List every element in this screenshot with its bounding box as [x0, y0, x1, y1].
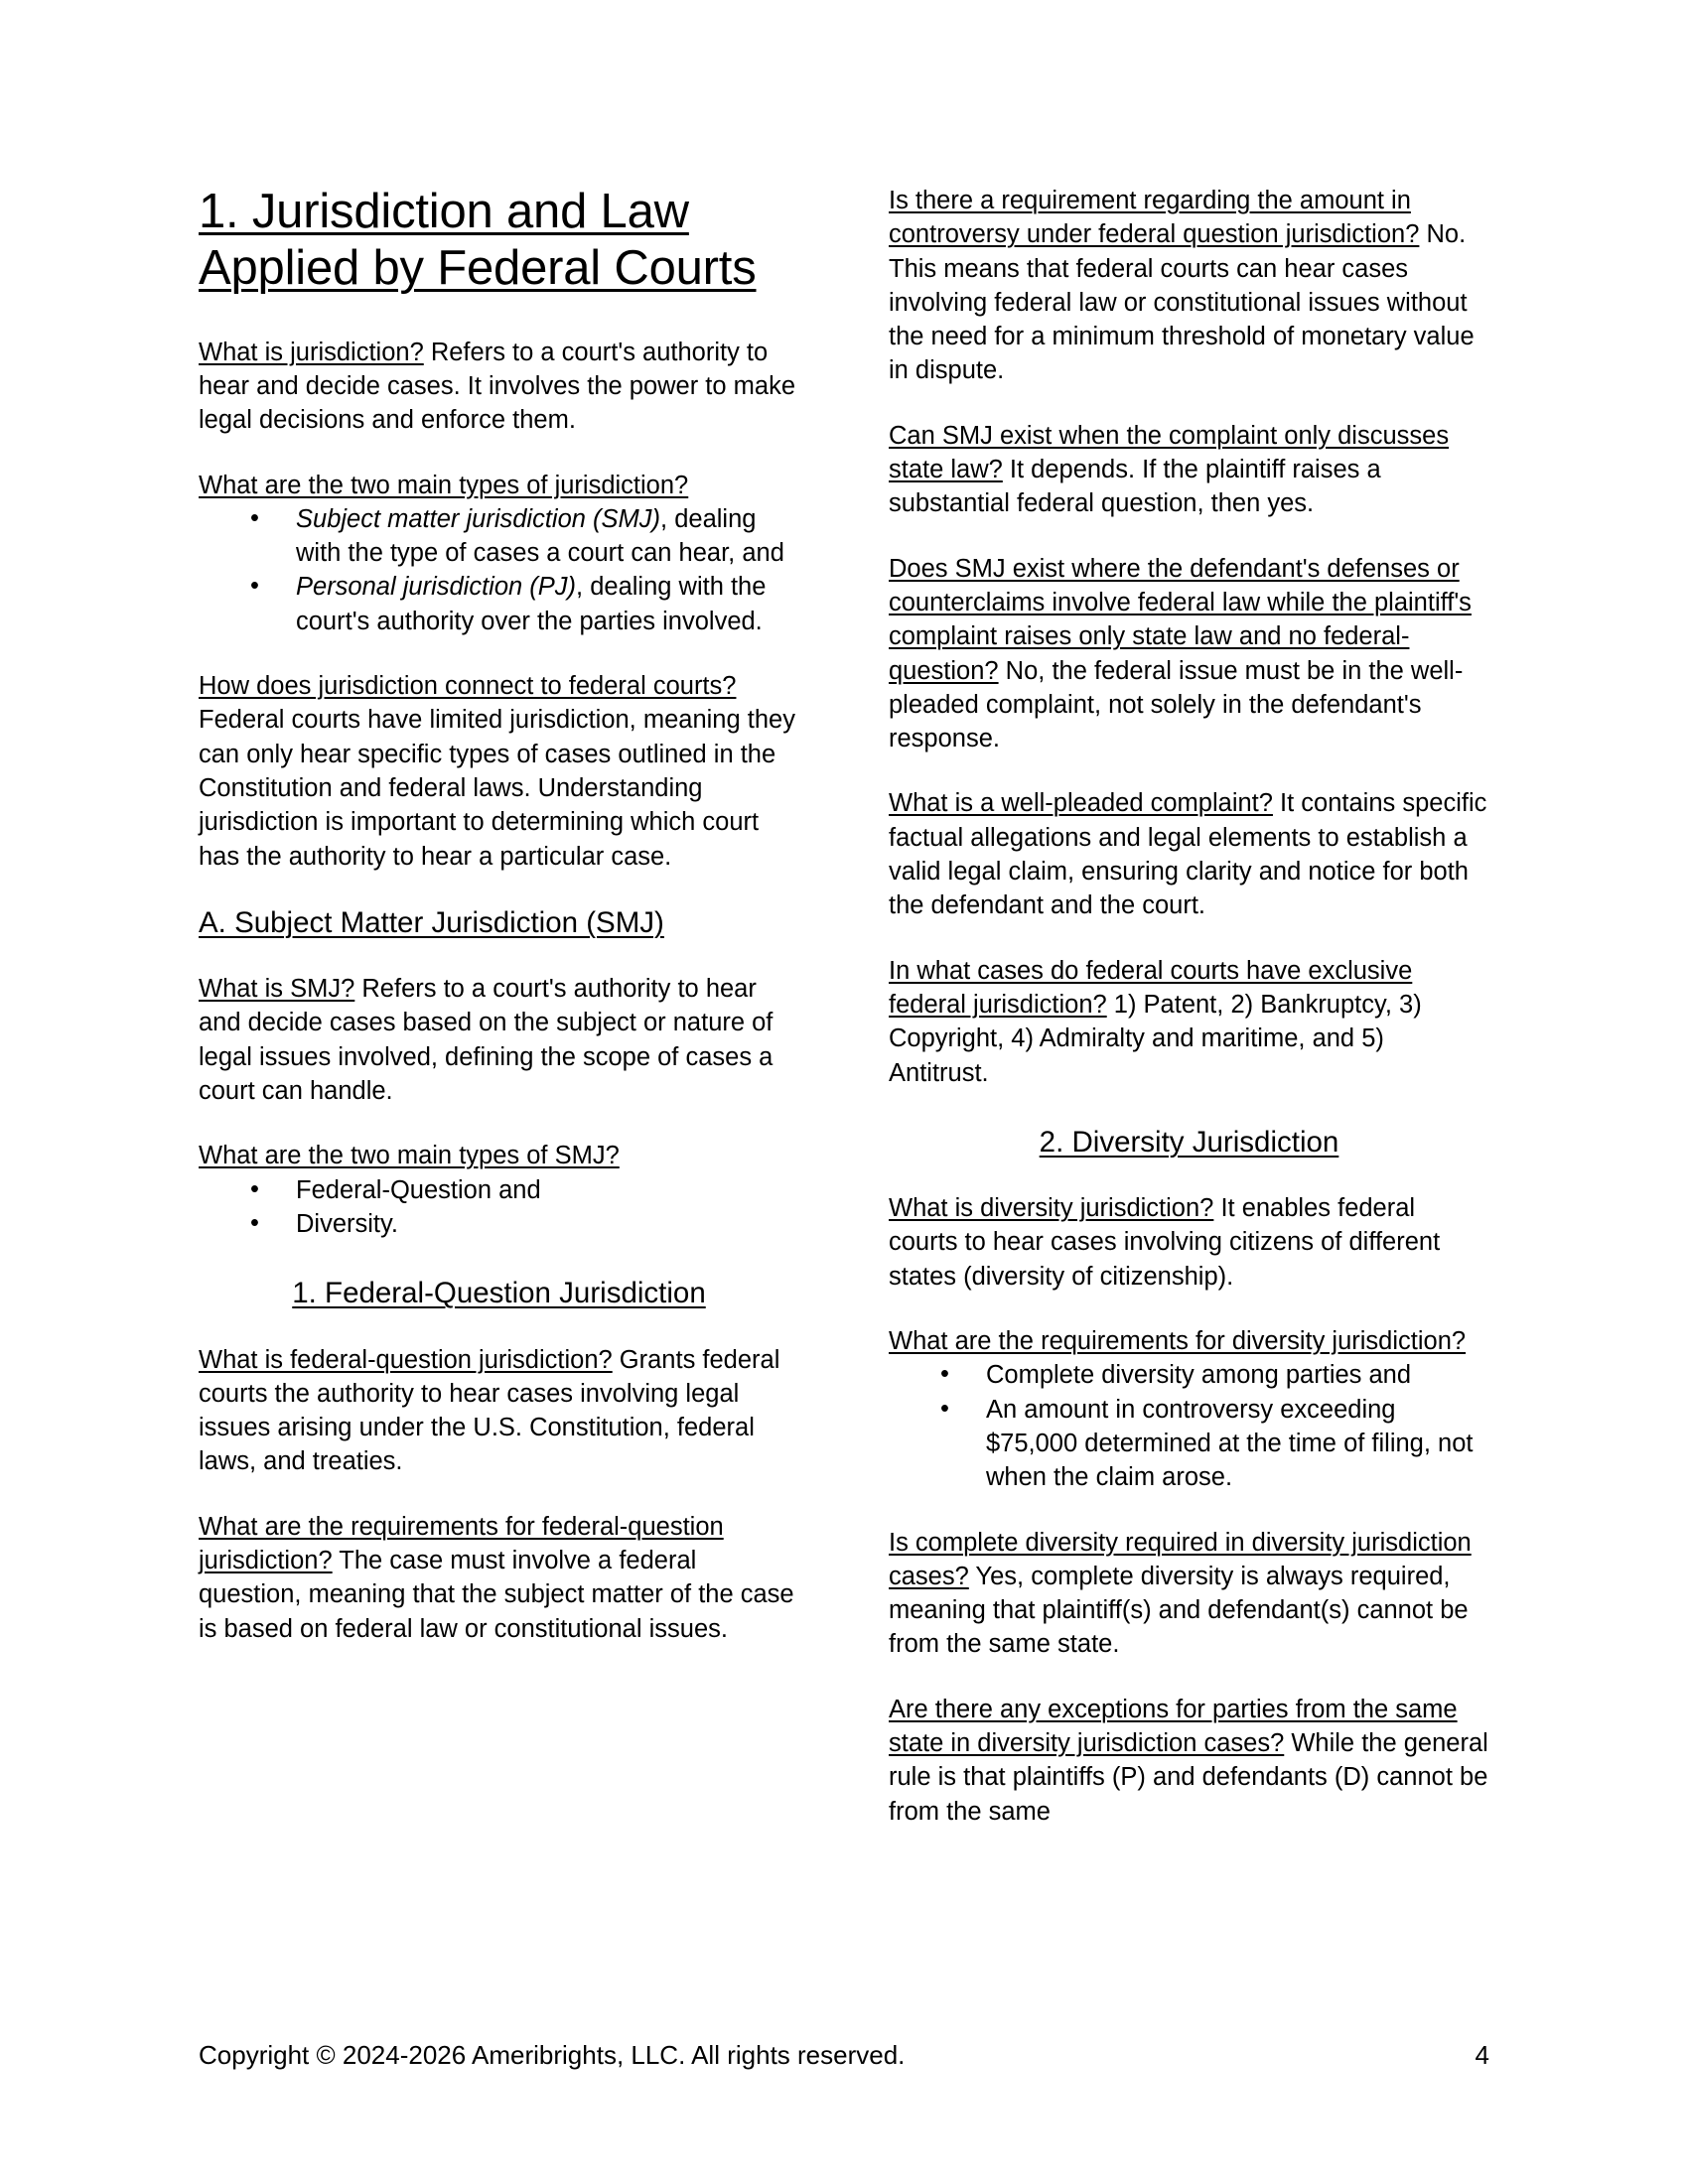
list-item-text: Diversity. — [296, 1209, 398, 1238]
qa-question: In what cases do federal courts have exclusive federal jurisdiction? — [889, 956, 1413, 1019]
list-item-text: An amount in controversy exceeding $75,000 determined at the time of filing, not when the claim arose. — [986, 1395, 1474, 1492]
list-item-text: Federal-Question and — [296, 1175, 541, 1204]
bullet-list — [199, 502, 799, 638]
qa-paragraph — [199, 469, 799, 502]
qa-answer: While the general rule is that plaintiffs (P) and defendants (D) cannot be from the same — [889, 1729, 1488, 1826]
list-item — [296, 1173, 799, 1207]
qa-paragraph — [199, 1510, 799, 1646]
qa-paragraph — [889, 954, 1489, 1090]
qa-answer: Yes, complete diversity is always required, meaning that plaintiff(s) and defendant(s) cannot be from the same state. — [889, 1562, 1469, 1659]
qa-paragraph — [199, 1139, 799, 1172]
qa-answer: Refers to a court's authority to hear and decide cases based on the subject or nature of legal issues involved, defining the scope of cases a court can handle. — [199, 975, 774, 1106]
qa-question: What is jurisdiction? — [199, 338, 424, 366]
qa-question: Is there a requirement regarding the amount in controversy under federal question jurisdiction? — [889, 187, 1420, 249]
page-title — [199, 184, 799, 298]
list-item-text: Complete diversity among parties and — [986, 1361, 1412, 1390]
two-column-body — [199, 184, 1489, 1961]
qa-question: What is diversity jurisdiction? — [889, 1194, 1214, 1223]
subsection-heading — [199, 1275, 799, 1312]
list-item — [986, 1358, 1489, 1392]
left-column — [199, 184, 799, 1961]
copyright-notice: Copyright © 2024-2026 Ameribrights, LLC. All rights reserved. — [199, 2040, 906, 2070]
qa-paragraph — [199, 336, 799, 438]
list-item-term: Subject matter jurisdiction (SMJ) — [296, 504, 661, 533]
right-column-blocks — [889, 184, 1489, 1829]
list-item — [296, 1207, 799, 1241]
qa-paragraph — [889, 1526, 1489, 1662]
qa-paragraph — [889, 184, 1489, 388]
right-column — [889, 184, 1489, 1961]
section-heading — [199, 904, 799, 942]
list-item — [296, 570, 799, 638]
qa-answer: It enables federal courts to hear cases involving citizens of different states (diversity of citizenship). — [889, 1194, 1441, 1291]
subsection-heading-text: 1. Federal-Question Jurisdiction — [292, 1277, 706, 1310]
subsection-heading-text: 2. Diversity Jurisdiction — [1039, 1125, 1339, 1159]
section-heading-text: A. Subject Matter Jurisdiction (SMJ) — [199, 905, 664, 939]
qa-question: What is federal-question jurisdiction? — [199, 1345, 613, 1374]
list-item — [296, 502, 799, 571]
qa-question: What is SMJ? — [199, 975, 355, 1004]
qa-answer: No, the federal issue must be in the well-pleaded complaint, not solely in the defendant's response. — [889, 656, 1464, 753]
qa-question: What are the requirements for diversity jurisdiction? — [889, 1327, 1467, 1356]
qa-question: What are the two main types of jurisdiction? — [199, 471, 689, 499]
qa-question: How does jurisdiction connect to federal courts? — [199, 672, 737, 701]
list-item-term: Personal jurisdiction (PJ) — [296, 573, 577, 602]
qa-paragraph — [889, 786, 1489, 922]
qa-question: Does SMJ exist where the defendant's defenses or counterclaims involve federal law while the plaintiff's complaint raises only state law and no federal-question? — [889, 554, 1472, 685]
list-item-text: , dealing with the court's authority over the parties involved. — [296, 573, 767, 635]
qa-paragraph — [199, 669, 799, 874]
qa-question: Can SMJ exist when the complaint only discusses state law? — [889, 421, 1450, 484]
qa-question: Is complete diversity required in diversity jurisdiction cases? — [889, 1528, 1472, 1590]
qa-answer: It contains specific factual allegations and legal elements to establish a valid legal claim, ensuring clarity and notice for both the defendant and the court. — [889, 789, 1487, 920]
qa-paragraph — [889, 1324, 1489, 1358]
qa-question: What are the two main types of SMJ? — [199, 1142, 620, 1170]
qa-answer: It depends. If the plaintiff raises a substantial federal question, then yes. — [889, 456, 1381, 518]
qa-answer: 1) Patent, 2) Bankruptcy, 3) Copyright, 4) Admiralty and maritime, and 5) Antitrust. — [889, 990, 1422, 1087]
qa-paragraph — [889, 419, 1489, 521]
qa-answer: Federal courts have limited jurisdiction, meaning they can only hear specific types of cases outlined in the Constitution and federal laws. Understanding jurisdiction is important to determining which court has the authority to hear a particular case. — [199, 706, 795, 871]
qa-question: What is a well-pleaded complaint? — [889, 789, 1273, 818]
list-item — [986, 1393, 1489, 1495]
list-item-text: , dealing with the type of cases a court can hear, and — [296, 504, 784, 568]
qa-question: What are the requirements for federal-question jurisdiction? — [199, 1512, 724, 1575]
qa-question: Are there any exceptions for parties from the same state in diversity jurisdiction cases? — [889, 1695, 1458, 1758]
qa-answer: The case must involve a federal question, meaning that the subject matter of the case is based on federal law or constitutional issues. — [199, 1547, 794, 1643]
qa-paragraph — [199, 1343, 799, 1479]
qa-paragraph — [889, 1191, 1489, 1294]
page-number: 4 — [1475, 2040, 1489, 2070]
qa-answer: Grants federal courts the authority to hear cases involving legal issues arising under the U.S. Constitution, federal laws, and treaties. — [199, 1345, 780, 1476]
qa-paragraph — [889, 1693, 1489, 1829]
page-title-text: 1. Jurisdiction and Law Applied by Federal Courts — [199, 185, 757, 296]
qa-paragraph — [199, 972, 799, 1108]
subsection-heading — [889, 1124, 1489, 1161]
qa-paragraph — [889, 552, 1489, 756]
page-footer — [199, 2040, 1489, 2071]
bullet-list — [889, 1358, 1489, 1494]
left-column-blocks — [199, 336, 799, 1646]
qa-answer: Refers to a court's authority to hear and decide cases. It involves the power to make legal decisions and enforce them. — [199, 338, 796, 435]
qa-answer: No. This means that federal courts can hear cases involving federal law or constitutional issues without the need for a minimum threshold of monetary value in dispute. — [889, 220, 1475, 385]
bullet-list — [199, 1173, 799, 1242]
